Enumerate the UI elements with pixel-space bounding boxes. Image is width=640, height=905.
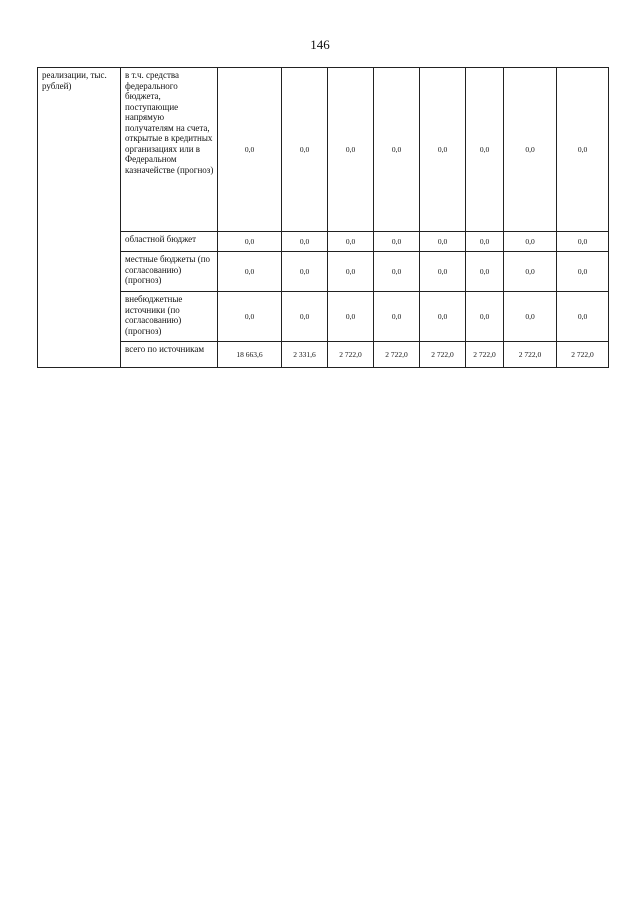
table-cell: 0,0	[420, 252, 466, 292]
table-cell: 0,0	[466, 292, 504, 342]
table-cell: 2 722,0	[557, 342, 609, 368]
table-cell: 0,0	[504, 68, 557, 232]
table-cell: 0,0	[420, 68, 466, 232]
table-cell: 0,0	[557, 68, 609, 232]
table-cell: 0,0	[374, 232, 420, 252]
row-label: внебюджетные источники (по согласованию) (прогноз)	[121, 292, 218, 342]
table-cell: 2 331,6	[282, 342, 328, 368]
table-cell: 0,0	[557, 292, 609, 342]
page-number: 146	[310, 37, 330, 52]
table-cell: 0,0	[282, 292, 328, 342]
table-cell: 0,0	[328, 292, 374, 342]
row-label: областной бюджет	[121, 232, 218, 252]
table-cell: 0,0	[504, 292, 557, 342]
table-cell: 2 722,0	[466, 342, 504, 368]
table-cell: 0,0	[420, 232, 466, 252]
table-cell: 0,0	[328, 68, 374, 232]
table-cell: 0,0	[504, 232, 557, 252]
table-cell: 2 722,0	[504, 342, 557, 368]
row-label: всего по источникам	[121, 342, 218, 368]
table-row-total	[38, 342, 609, 368]
table-cell: 2 722,0	[420, 342, 466, 368]
table-cell: 0,0	[420, 292, 466, 342]
table-cell: 0,0	[218, 252, 282, 292]
table-cell: 0,0	[466, 68, 504, 232]
table-cell: 0,0	[374, 292, 420, 342]
row-label: местные бюджеты (по согласованию) (прогноз)	[121, 252, 218, 292]
financing-volume-label: реализации, тыс. рублей)	[38, 68, 121, 368]
table-cell: 0,0	[282, 68, 328, 232]
table-cell: 18 663,6	[218, 342, 282, 368]
table-cell: 0,0	[218, 292, 282, 342]
table-cell: 2 722,0	[328, 342, 374, 368]
table-cell: 0,0	[328, 232, 374, 252]
table-cell: 0,0	[466, 232, 504, 252]
table-cell: 0,0	[218, 232, 282, 252]
table-cell: 0,0	[557, 252, 609, 292]
table-cell: 0,0	[218, 68, 282, 232]
table-cell: 0,0	[282, 232, 328, 252]
table-cell: 2 722,0	[374, 342, 420, 368]
table-cell: 0,0	[466, 252, 504, 292]
table-cell: 0,0	[282, 252, 328, 292]
table-row-extra-budgetary	[38, 292, 609, 342]
table-cell: 0,0	[557, 232, 609, 252]
budget-table	[37, 67, 609, 368]
table-row-regional-budget	[38, 232, 609, 252]
table-row-federal-direct	[38, 68, 609, 232]
table-cell: 0,0	[504, 252, 557, 292]
table-cell: 0,0	[328, 252, 374, 292]
table-cell: 0,0	[374, 68, 420, 232]
table-row-local-budgets	[38, 252, 609, 292]
row-label: в т.ч. средства федерального бюджета, поступающие напрямую получателям на счета, открытые в кредитных организациях или в Федеральном казначействе (прогноз)	[121, 68, 218, 232]
table-cell: 0,0	[374, 252, 420, 292]
